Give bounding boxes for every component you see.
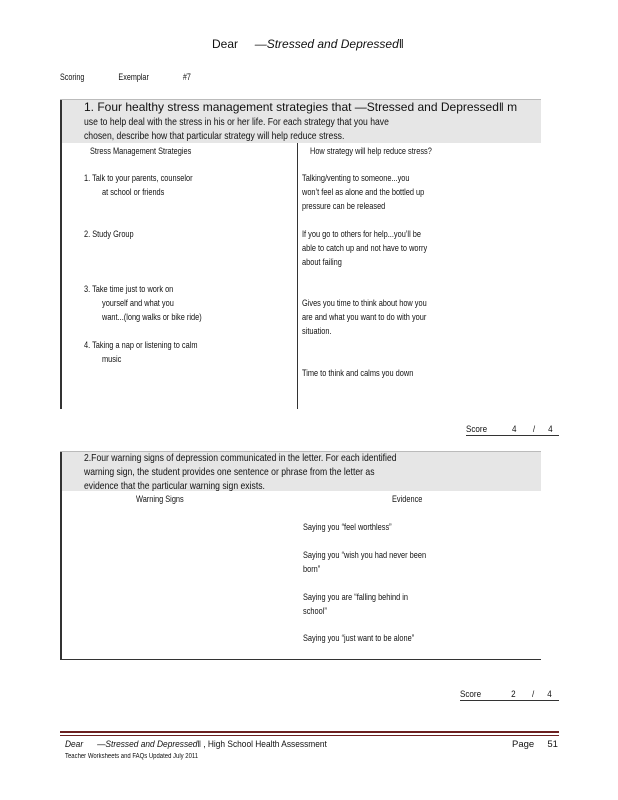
effect-3-line1: Gives you time to think about how you xyxy=(302,298,427,308)
score-1-label: Score xyxy=(466,424,488,435)
strategy-4-line1: 4. Taking a nap or listening to calm xyxy=(84,340,198,350)
q1-prompt-line3: chosen, describe how that particular strategy will help reduce stress. xyxy=(84,130,345,142)
footer-page-label: Page xyxy=(512,739,535,750)
strategy-2-line1: 2. Study Group xyxy=(84,229,134,239)
score-1-value: 4 xyxy=(511,424,517,435)
strategy-1-line1: 1. Talk to your parents, counselor xyxy=(84,173,193,183)
title-name: —Stressed and Depressed‖ xyxy=(254,37,404,51)
q2-prompt-line1: 2.Four warning signs of depression communicated in the letter. For each identified xyxy=(84,452,397,464)
effect-1-line1: Talking/venting to someone...you xyxy=(302,173,410,183)
q1-left-border xyxy=(60,99,62,409)
evidence-4-line1: Saying you “just want to be alone” xyxy=(303,633,415,643)
footer-dear: Dear xyxy=(65,739,84,750)
evidence-1-line1: Saying you “feel worthless” xyxy=(303,522,392,532)
q2-prompt-line2: warning sign, the student provides one sentence or phrase from the letter as xyxy=(84,466,375,478)
score-1-sep: / xyxy=(532,424,536,435)
effect-4-line1: Time to think and calms you down xyxy=(302,368,414,378)
scoring-line xyxy=(60,72,223,82)
evidence-2-line2: born” xyxy=(303,564,321,574)
score-1-rule xyxy=(466,435,559,436)
footer-line1 xyxy=(65,739,327,750)
q1-col1-header: Stress Management Strategies xyxy=(90,146,192,156)
score-1-total: 4 xyxy=(548,424,553,435)
effect-1-line3: pressure can be released xyxy=(302,201,386,211)
footer-name: —Stressed and Depressed‖ xyxy=(97,739,201,750)
evidence-3-line1: Saying you are “falling behind in xyxy=(303,592,409,602)
scoring-number: #7 xyxy=(182,72,191,82)
strategy-3-line3: want...(long walks or bike ride) xyxy=(102,312,202,322)
scoring-exemplar: Exemplar xyxy=(118,72,149,82)
q1-prompt-line2: use to help deal with the stress in his or her life. For each strategy that you have xyxy=(84,116,389,128)
q1-prompt-line1: 1. Four healthy stress management strategies that —Stressed and Depressed‖ m xyxy=(84,100,518,114)
score-2-rule xyxy=(460,700,559,701)
footer-rule-top xyxy=(60,731,559,733)
title-dear: Dear xyxy=(212,37,239,51)
score-2-total: 4 xyxy=(547,689,552,700)
strategy-4-line2: music xyxy=(102,354,122,364)
effect-1-line2: won’t feel as alone and the bottled up xyxy=(302,187,425,197)
q2-col2-header: Evidence xyxy=(392,494,423,504)
q2-left-border xyxy=(60,451,62,660)
footer-rest: , High School Health Assessment xyxy=(203,739,327,750)
footer-line2: Teacher Worksheets and FAQs Updated July 2011 xyxy=(65,753,199,760)
q1-col2-header: How strategy will help reduce stress? xyxy=(310,146,432,156)
effect-3-line3: situation. xyxy=(302,326,332,336)
q1-divider xyxy=(297,143,298,409)
score-1 xyxy=(466,424,553,435)
effect-3-line2: are and what you want to do with your xyxy=(302,312,427,322)
strategy-3-line1: 3. Take time just to work on xyxy=(84,284,174,294)
strategy-1-line2: at school or friends xyxy=(102,187,165,197)
evidence-2-line1: Saying you “wish you had never been xyxy=(303,550,427,560)
q2-bottom-rule xyxy=(60,659,541,660)
footer-page xyxy=(512,739,558,750)
scoring-label: Scoring xyxy=(60,72,85,82)
score-2 xyxy=(460,689,552,700)
footer-rule-bottom xyxy=(60,735,559,736)
page-title xyxy=(212,37,404,51)
effect-2-line1: If you go to others for help...you’ll be xyxy=(302,229,421,239)
score-2-sep: / xyxy=(531,689,535,700)
footer-page-number: 51 xyxy=(547,739,558,750)
evidence-3-line2: school” xyxy=(303,606,327,616)
effect-2-line2: able to catch up and not have to worry xyxy=(302,243,428,253)
effect-2-line3: about failing xyxy=(302,257,342,267)
strategy-3-line2: yourself and what you xyxy=(102,298,174,308)
score-2-label: Score xyxy=(460,689,482,700)
q2-prompt-line3: evidence that the particular warning sign exists. xyxy=(84,480,265,492)
score-2-value: 2 xyxy=(511,689,516,700)
q2-col1-header: Warning Signs xyxy=(136,494,184,504)
